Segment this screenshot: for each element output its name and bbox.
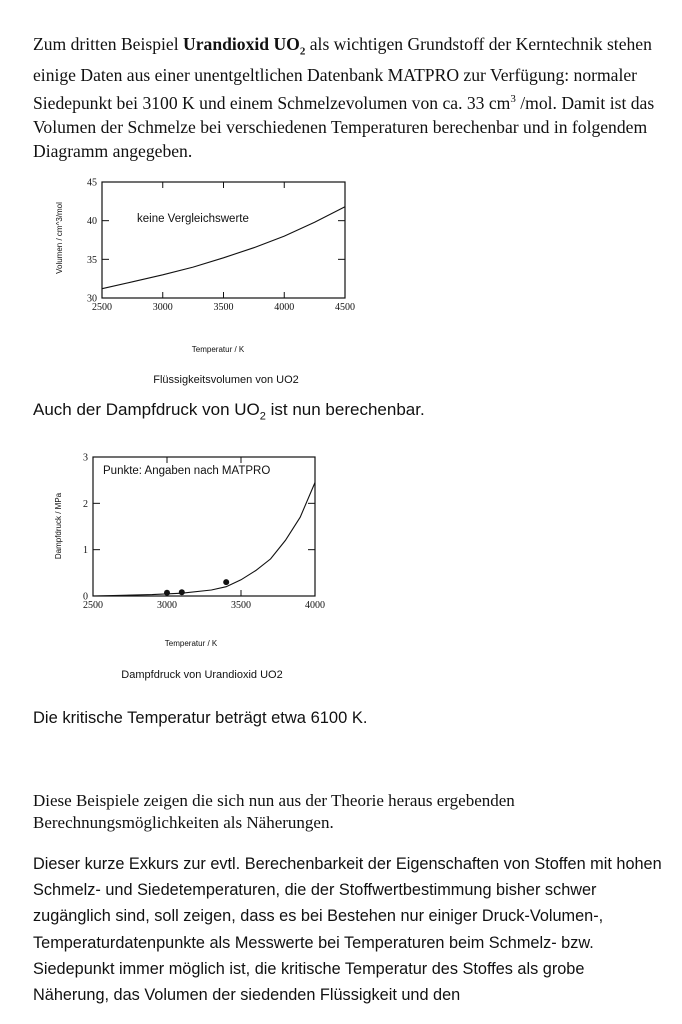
- intro-sup: 3: [510, 93, 516, 106]
- vapor-chart-xtick-label: 3000: [157, 600, 177, 611]
- volume-chart-ylabel: Volumen / cm^3/mol: [55, 202, 64, 274]
- intro-bold-text: Urandioxid UO: [183, 34, 300, 54]
- vapor-text-a: Auch der Dampfdruck von UO: [33, 400, 260, 419]
- vapor-chart-ytick-label: 3: [83, 452, 88, 464]
- vapor-chart-xtick-label: 3500: [231, 600, 251, 611]
- vapor-chart-ylabel: Dampfdruck / MPa: [54, 492, 63, 560]
- vapor-chart-annotation: Punkte: Angaben nach MATPRO: [103, 465, 271, 477]
- intro-bold-sub: 2: [299, 45, 306, 58]
- volume-chart-xtick-label: 4500: [335, 302, 355, 313]
- vapor-chart-caption: Dampfdruck von Urandioxid UO2: [121, 669, 283, 681]
- vapor-chart-xtick-label: 2500: [83, 600, 103, 611]
- volume-chart-xlabel: Temperatur / K: [191, 345, 245, 354]
- vapor-chart-xtick-label: 4000: [305, 600, 325, 611]
- volume-chart-xtick-label: 2500: [92, 302, 112, 313]
- vapor-chart-xlabel: Temperatur / K: [164, 639, 218, 648]
- volume-chart-caption: Flüssigkeitsvolumen von UO2: [153, 374, 299, 386]
- vapor-chart-data-point: [179, 589, 185, 595]
- volume-chart-ytick-label: 40: [87, 216, 97, 228]
- vapor-sub: 2: [259, 410, 266, 423]
- digression-paragraph: Dieser kurze Exkurs zur evtl. Berechenbarkeit der Eigenschaften von Stoffen mit hohen Schmelz- und Siedetemperaturen, die der Stoffwertbestimmung bisher schwer zugänglich sind, soll zeigen, dass es bei Bestehen nur einiger Druck-Volumen-, Temperaturdatenpunkte als Messwerte bei Temperaturen beim Schmelz- bzw. Siedepunkt immer möglich ist, die kritische Temperatur des Stoffes als grobe Näherung, das Volumen der siedenden Flüssigkeit und den: [33, 855, 662, 1005]
- vapor-pressure-intro: [33, 400, 663, 422]
- vapor-pressure-chart: [0, 448, 682, 688]
- vapor-chart-ytick-label: 1: [83, 545, 88, 557]
- volume-chart-axes: [87, 178, 355, 314]
- volume-chart-ytick-label: 30: [87, 293, 97, 305]
- volume-chart-xtick-label: 3500: [213, 302, 234, 313]
- vapor-chart-series-line: [93, 483, 315, 597]
- summary-paragraph: Diese Beispiele zeigen die sich nun aus der Theorie heraus ergebenden Berechnungsmöglichkeiten als Näherungen.: [33, 791, 515, 832]
- volume-chart: [0, 170, 682, 395]
- volume-chart-ytick-label: 45: [87, 177, 97, 189]
- vapor-chart-data-point: [223, 579, 229, 585]
- intro-text-c: /mol. Damit ist das Volumen der Schmelze bei verschiedenen Temperaturen berechenbar und in folgendem Diagramm angegeben.: [33, 92, 655, 161]
- volume-chart-xtick-label: 3000: [152, 302, 173, 313]
- vapor-chart-marks: [93, 483, 315, 597]
- critical-temperature-text: Die kritische Temperatur beträgt etwa 6100 K.: [33, 709, 368, 727]
- intro-text-a: Zum dritten Beispiel: [33, 34, 184, 54]
- vapor-chart-ytick-label: 0: [83, 591, 88, 603]
- volume-chart-annotation: keine Vergleichswerte: [137, 213, 249, 225]
- volume-chart-xtick-label: 4000: [274, 302, 295, 313]
- intro-text-b: als wichtigen Grundstoff der Kerntechnik stehen einige Daten aus einer unentgeltlichen Datenbank MATPRO zur Verfügung: normaler Siedepunkt bei 3100 K und einem Schmelzevolumen von ca. 33 cm: [33, 34, 652, 113]
- vapor-chart-frame: [93, 457, 315, 596]
- vapor-chart-ytick-label: 2: [83, 498, 88, 510]
- volume-chart-ytick-label: 35: [87, 254, 97, 266]
- intro-paragraph: [33, 33, 663, 163]
- intro-bold-term: [183, 34, 306, 58]
- vapor-text-b: ist nun berechenbar.: [265, 400, 425, 419]
- vapor-chart-data-point: [164, 590, 170, 596]
